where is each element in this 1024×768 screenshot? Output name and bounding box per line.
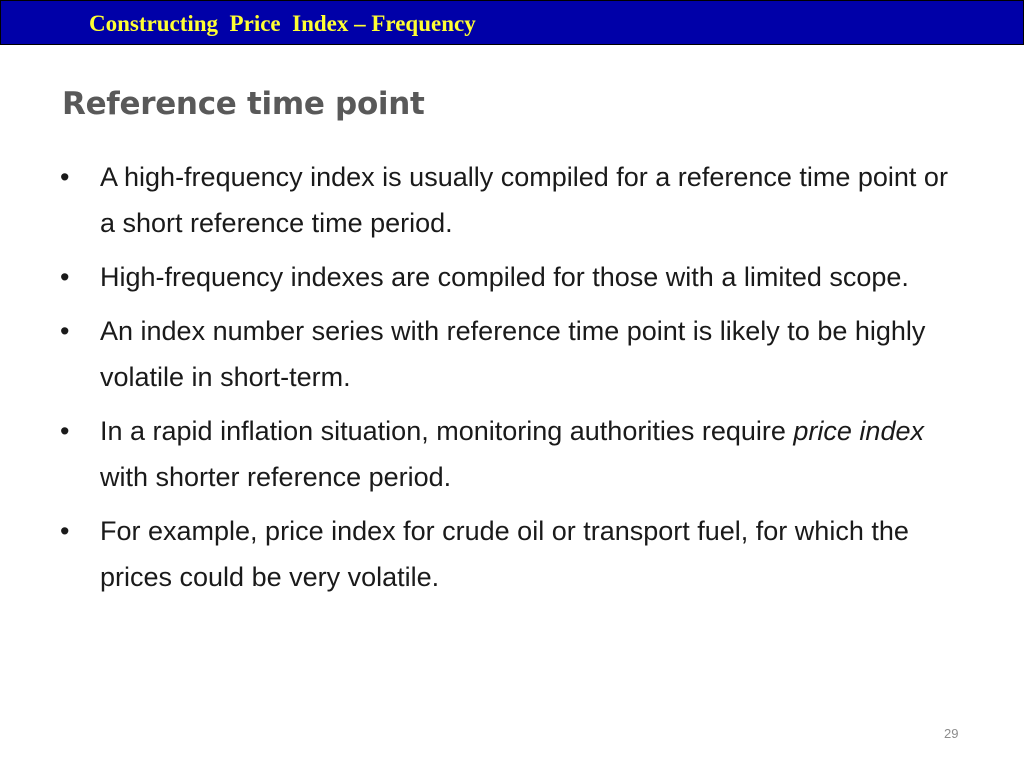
bullet-list xyxy=(58,154,958,608)
bullet-text xyxy=(100,416,924,492)
bullet-item xyxy=(58,408,958,500)
bullet-item xyxy=(58,154,958,246)
bullet-text-part: with shorter reference period. xyxy=(100,462,452,492)
bullet-icon: • xyxy=(60,516,70,546)
bullet-text: A high-frequency index is usually compiled for a reference time point or a short reference time period. xyxy=(100,162,948,238)
slide-heading: Reference time point xyxy=(62,86,425,122)
bullet-text: High-frequency indexes are compiled for those with a limited scope. xyxy=(100,262,909,292)
bullet-icon: • xyxy=(60,262,70,292)
bullet-item xyxy=(58,508,958,600)
header-title: Constructing Price Index – Frequency xyxy=(89,11,476,36)
page-number: 29 xyxy=(944,726,959,741)
bullet-item xyxy=(58,254,958,300)
bullet-text-italic: price index xyxy=(793,416,924,446)
bullet-text: An index number series with reference time point is likely to be highly volatile in short-term. xyxy=(100,316,926,392)
header-bar xyxy=(0,0,1024,45)
bullet-icon: • xyxy=(60,316,70,346)
bullet-text-part: In a rapid inflation situation, monitoring authorities require xyxy=(100,416,794,446)
bullet-item xyxy=(58,308,958,400)
bullet-icon: • xyxy=(60,162,70,192)
bullet-icon: • xyxy=(60,416,70,446)
bullet-text: For example, price index for crude oil or transport fuel, for which the prices could be very volatile. xyxy=(100,516,909,592)
